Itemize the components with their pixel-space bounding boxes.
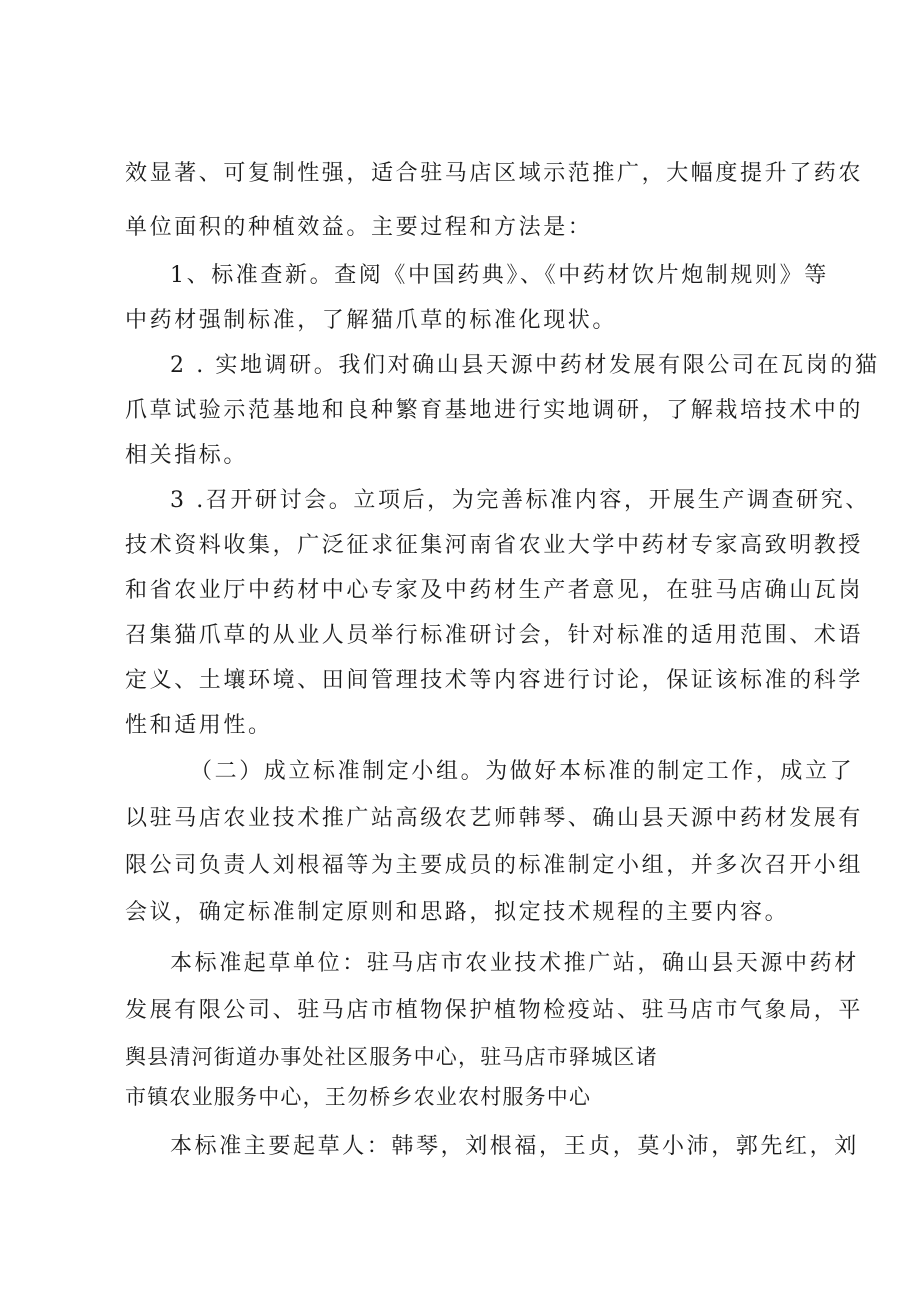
text-line: 和省农业厅中药材中心专家及中药材生产者意见，在驻马店确山瓦岗	[125, 578, 864, 603]
text-line: 2 . 实地调研。我们对确山县天源中药材发展有限公司在瓦岗的猫	[170, 353, 880, 378]
text-line: 本标准主要起草人：韩琴，刘根福，王贞，莫小沛，郭先红，刘	[170, 1134, 859, 1159]
text-line: 技术资料收集，广泛征求征集河南省农业大学中药材专家高致明教授	[125, 533, 864, 558]
text-line: 1、标准查新。查阅《中国药典》、《中药材饮片炮制规则》等	[170, 263, 829, 288]
text-line: 相关指标。	[125, 443, 249, 468]
text-line: 市镇农业服务中心，王勿桥乡农业农村服务中心	[125, 1085, 592, 1109]
text-line: 3 .召开研讨会。立项后，为完善标准内容，开展生产调查研究、	[170, 488, 870, 513]
text-line: 限公司负责人刘根福等为主要成员的标准制定小组，并多次召开小组	[125, 853, 864, 878]
text-line: 中药材强制标准，了解猫爪草的标准化现状。	[125, 308, 618, 333]
text-line: 召集猫爪草的从业人员举行标准研讨会，针对标准的适用范围、术语	[125, 623, 864, 648]
text-line: 效显著、可复制性强，适合驻马店区域示范推广，大幅度提升了药农	[125, 161, 864, 186]
text-line: 本标准起草单位：驻马店市农业技术推广站，确山县天源中药材	[170, 951, 859, 976]
text-line: 性和适用性。	[125, 713, 273, 738]
text-line: 发展有限公司、驻马店市植物保护植物检疫站、驻马店市气象局，平	[125, 998, 864, 1023]
text-line: （二）成立标准制定小组。为做好本标准的制定工作，成立了	[190, 759, 855, 784]
text-line: 定义、土壤环境、田间管理技术等内容进行讨论，保证该标准的科学	[125, 668, 864, 693]
text-line: 会议，确定标准制定原则和思路，拟定技术规程的主要内容。	[125, 900, 790, 925]
text-line: 以驻马店农业技术推广站高级农艺师韩琴、确山县天源中药材发展有	[125, 806, 864, 831]
text-line: 爪草试验示范基地和良种繁育基地进行实地调研，了解栽培技术中的	[125, 398, 864, 423]
text-line: 单位面积的种植效益。主要过程和方法是：	[125, 215, 593, 240]
text-line: 舆县清河街道办事处社区服务中心，驻马店市驿城区诸	[125, 1045, 658, 1069]
